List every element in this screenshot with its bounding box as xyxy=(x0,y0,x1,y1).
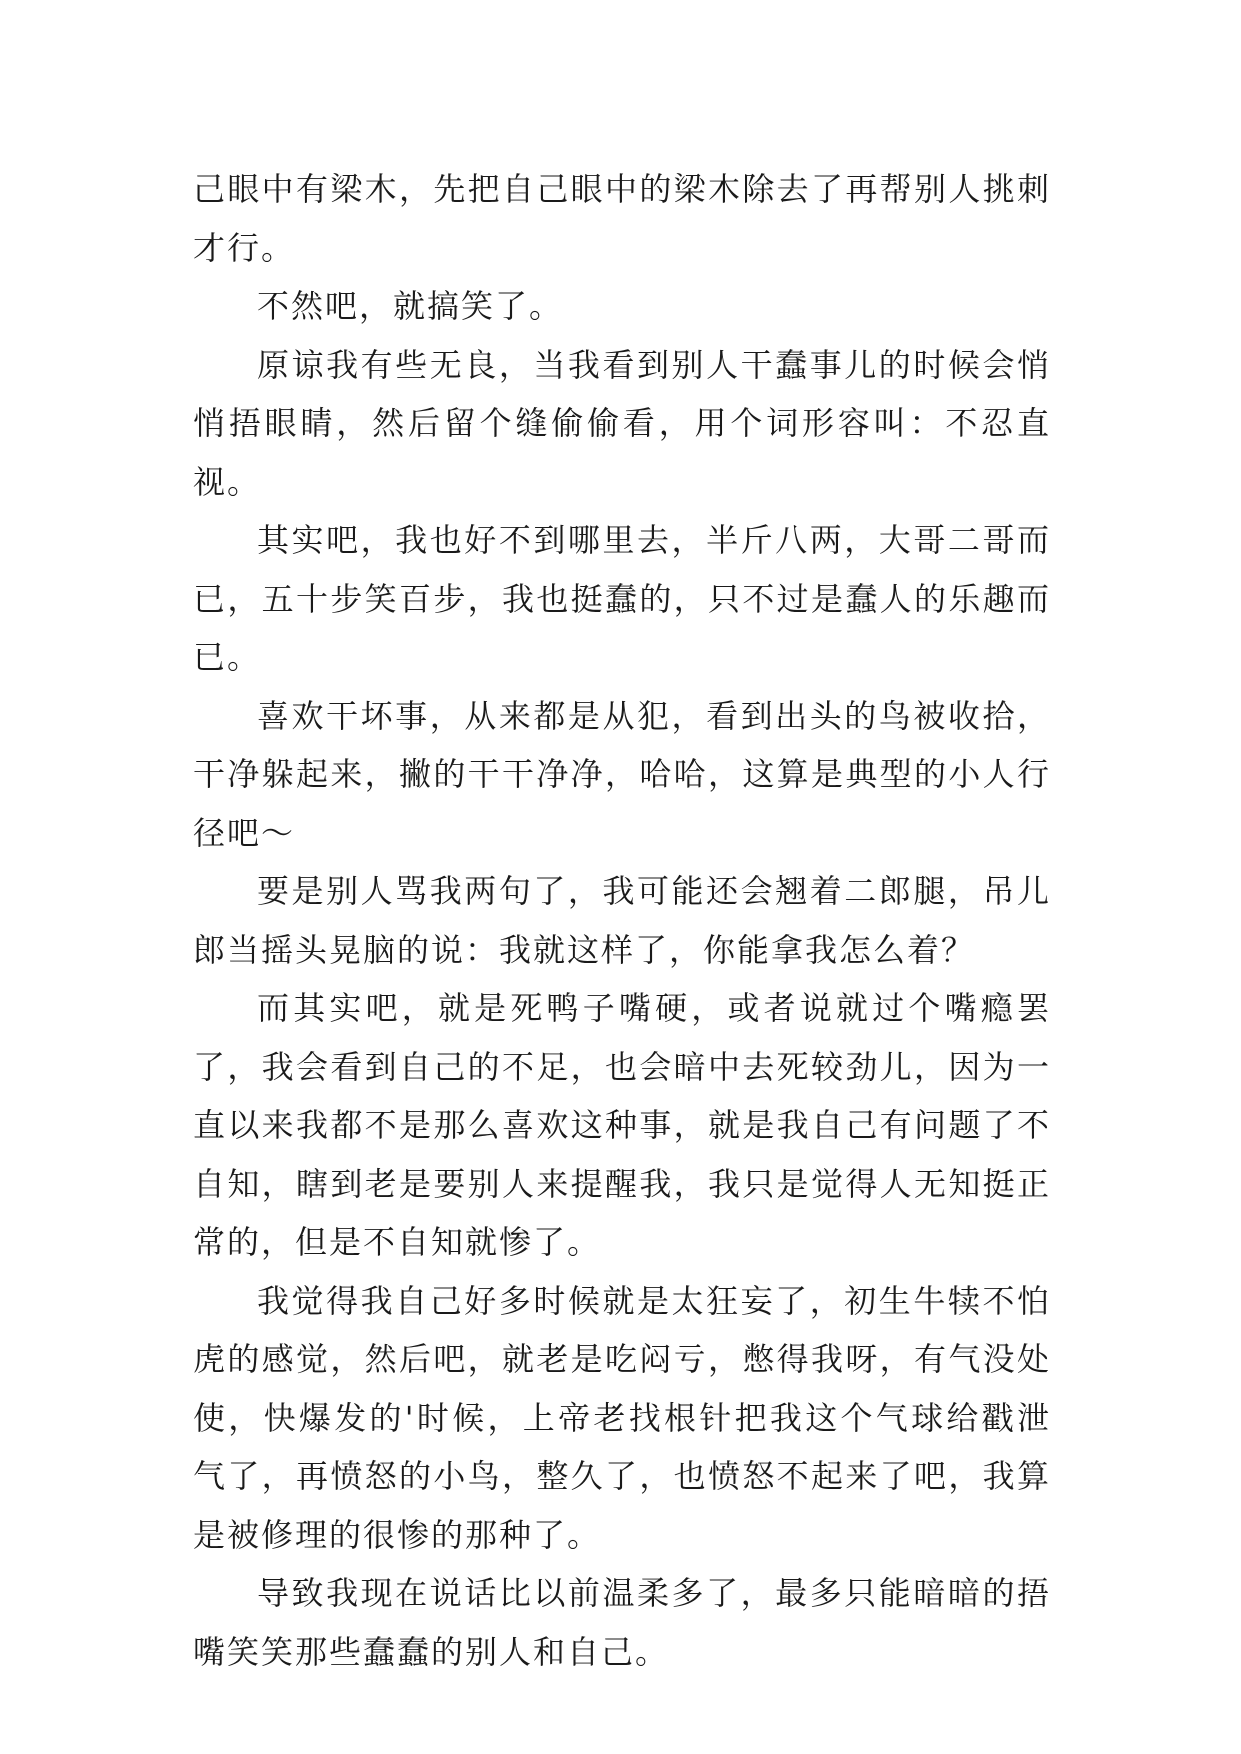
paragraph: 而其实吧，就是死鸭子嘴硬，或者说就过个嘴瘾罢了，我会看到自己的不足，也会暗中去死较劲儿，因为一直以来我都不是那么喜欢这种事，就是我自己有问题了不自知，瞎到老是要别人来提醒我，我只是觉得人无知挺正常的，但是不自知就惨了。 xyxy=(193,989,1051,1261)
paragraph: 我觉得我自己好多时候就是太狂妄了，初生牛犊不怕虎的感觉，然后吧，就老是吃闷亏，憋得我呀，有气没处使，快爆发的'时候，上帝老找根针把我这个气球给戳泄气了，再愤怒的小鸟，整久了，也愤怒不起来了吧，我算是被修理的很惨的那种了。 xyxy=(193,1281,1051,1554)
paragraph-continuation: 己眼中有梁木，先把自己眼中的梁木除去了再帮别人挑刺才行。 xyxy=(193,170,1051,267)
paragraph: 不然吧，就搞笑了。 xyxy=(257,287,564,325)
paragraph: 要是别人骂我两句了，我可能还会翘着二郎腿，吊儿郎当摇头晃脑的说：我就这样了，你能拿我怎么着？ xyxy=(193,872,1051,969)
document-body xyxy=(193,160,1051,1681)
paragraph: 喜欢干坏事，从来都是从犯，看到出头的鸟被收拾，干净躲起来，撇的干干净净，哈哈，这算是典型的小人行径吧～ xyxy=(193,696,1051,852)
paragraph: 其实吧，我也好不到哪里去，半斤八两，大哥二哥而已，五十步笑百步，我也挺蠢的，只不过是蠢人的乐趣而已。 xyxy=(193,521,1051,676)
paragraph: 导致我现在说话比以前温柔多了，最多只能暗暗的捂嘴笑笑那些蠢蠢的别人和自己。 xyxy=(193,1574,1051,1671)
paragraph: 原谅我有些无良，当我看到别人干蠢事儿的时候会悄悄捂眼睛，然后留个缝偷偷看，用个词形容叫：不忍直视。 xyxy=(193,345,1051,501)
